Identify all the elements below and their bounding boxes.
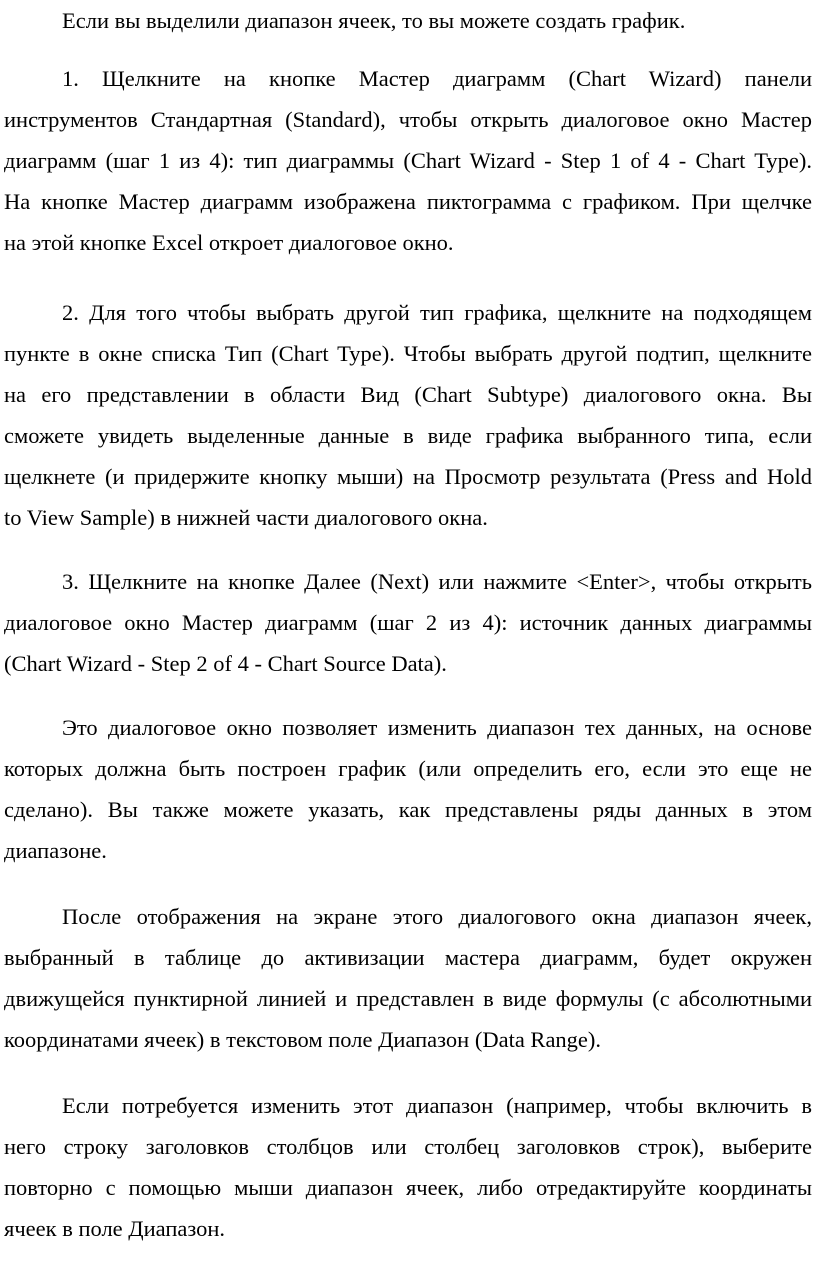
text-line: 2. Для того чтобы выбрать другой тип графика, щелкните на подходящем (62, 300, 812, 325)
text-line: выбранный в таблице до активизации мастера диаграмм, будет окружен (4, 945, 812, 970)
text-line: to View Sample) в нижней части диалогового окна. (4, 505, 488, 530)
text-line: инструментов Стандартная (Standard), чтобы открыть диалоговое окно Мастер (4, 107, 812, 132)
text-line: сделано). Вы также можете указать, как представлены ряды данных в этом (4, 797, 812, 822)
text-line: 3. Щелкните на кнопке Далее (Next) или нажмите <Enter>, чтобы открыть (62, 569, 812, 594)
text-line: После отображения на экране этого диалогового окна диапазон ячеек, (62, 904, 812, 929)
paragraph (4, 58, 812, 263)
paragraph (4, 0, 812, 41)
text-line: диапазоне. (4, 838, 107, 863)
text-line: координатами ячеек) в текстовом поле Диапазон (Data Range). (4, 1027, 602, 1052)
text-line: Это диалоговое окно позволяет изменить диапазон тех данных, на основе (62, 715, 812, 740)
text-line: 1. Щелкните на кнопке Мастер диаграмм (Chart Wizard) панели (62, 66, 812, 91)
text-line: на этой кнопке Excel откроет диалоговое окно. (4, 230, 454, 255)
text-line: пункте в окне списка Тип (Chart Type). Чтобы выбрать другой подтип, щелкните (4, 341, 812, 366)
text-line: На кнопке Мастер диаграмм изображена пиктограмма с графиком. При щелчке (4, 189, 812, 214)
paragraph (4, 707, 812, 871)
paragraph (4, 1085, 812, 1249)
text-line: диалоговое окно Мастер диаграмм (шаг 2 из 4): источник данных диаграммы (4, 610, 812, 635)
text-line: повторно с помощью мыши диапазон ячеек, либо отредактируйте координаты (4, 1175, 812, 1200)
text-line: щелкнете (и придержите кнопку мыши) на Просмотр результата (Press and Hold (4, 464, 812, 489)
paragraph (4, 896, 812, 1060)
text-line: на его представлении в области Вид (Chart Subtype) диалогового окна. Вы (4, 382, 812, 407)
text-line: диаграмм (шаг 1 из 4): тип диаграммы (Chart Wizard - Step 1 of 4 - Chart Type). (4, 148, 812, 173)
paragraph (4, 292, 812, 538)
text-line: Если потребуется изменить этот диапазон (например, чтобы включить в (62, 1093, 812, 1118)
text-line: которых должна быть построен график (или определить его, если это еще не (4, 756, 812, 781)
text-line: него строку заголовков столбцов или столбец заголовков строк), выберите (4, 1134, 812, 1159)
text-line: движущейся пунктирной линией и представлен в виде формулы (с абсолютными (4, 986, 812, 1011)
text-line: сможете увидеть выделенные данные в виде графика выбранного типа, если (4, 423, 812, 448)
text-line: (Chart Wizard - Step 2 of 4 - Chart Source Data). (4, 651, 447, 676)
paragraph (4, 561, 812, 684)
text-line: ячеек в поле Диапазон. (4, 1216, 226, 1241)
text-line: Если вы выделили диапазон ячеек, то вы можете создать график. (62, 8, 686, 33)
